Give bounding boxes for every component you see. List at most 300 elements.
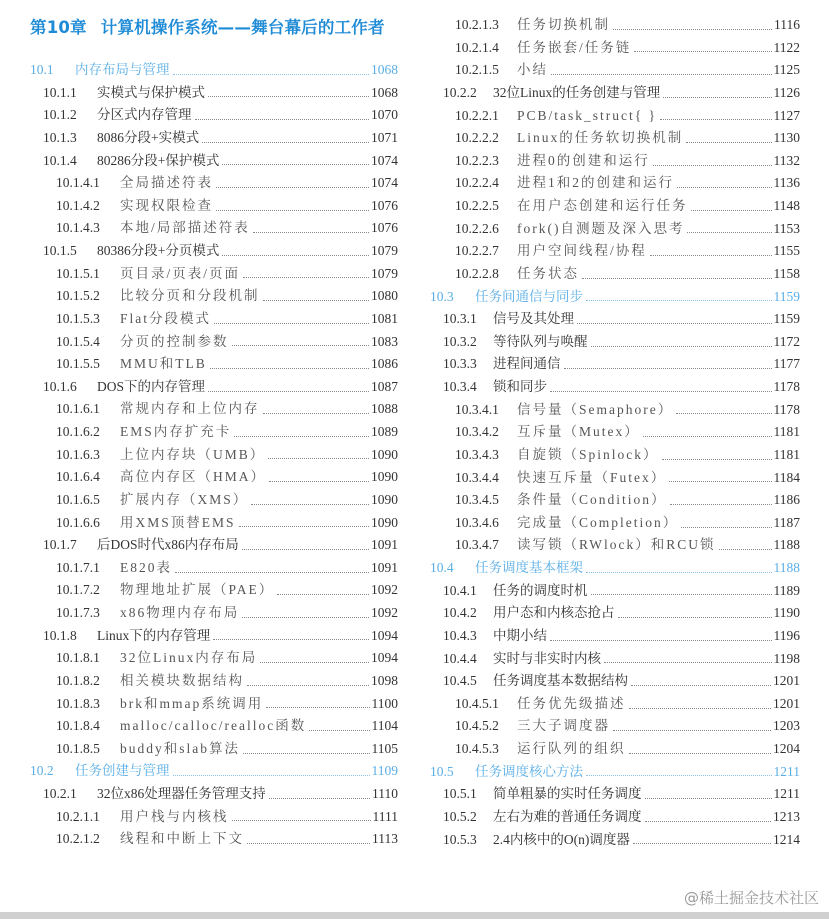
entry-number: 10.4.5 [443, 673, 477, 689]
toc-entry[interactable] [30, 512, 398, 535]
entry-number: 10.1.1 [43, 84, 77, 100]
entry-page: 1083 [371, 333, 398, 349]
toc-entry[interactable] [430, 693, 800, 716]
dot-leader [213, 639, 369, 640]
dot-leader [582, 278, 772, 279]
entry-title: 32位x86处理器任务管理支持 [97, 786, 266, 801]
toc-entry[interactable] [30, 806, 398, 829]
toc-entry[interactable] [30, 353, 398, 376]
toc-entry[interactable] [30, 376, 398, 399]
entry-page: 1214 [773, 831, 800, 847]
toc-entry[interactable] [430, 829, 800, 852]
toc-entry[interactable] [30, 444, 398, 467]
toc-entry[interactable] [30, 82, 398, 105]
toc-section-entry[interactable] [30, 59, 398, 82]
entry-title: 进程1和2的创建和运行 [517, 175, 674, 191]
toc-entry[interactable] [30, 647, 398, 670]
entry-page: 1126 [773, 84, 800, 100]
dot-leader [691, 210, 772, 211]
toc-entry[interactable] [30, 127, 398, 150]
entry-page: 1091 [371, 559, 398, 575]
dot-leader [604, 662, 772, 663]
entry-title: Linux下的内存管理 [97, 627, 211, 643]
bottom-bar [0, 912, 829, 919]
dot-leader [266, 707, 369, 708]
entry-title: 任务间通信与同步 [475, 288, 583, 304]
entry-title: 用户栈与内核栈 [120, 808, 229, 824]
dot-leader [239, 526, 369, 527]
dot-leader [210, 368, 369, 369]
entry-title: 信号及其处理 [493, 311, 574, 327]
entry-page: 1074 [371, 175, 398, 191]
entry-title: 高位内存区（HMA） [120, 469, 267, 485]
entry-page: 1172 [773, 333, 800, 349]
entry-title: 页目录/页表/页面 [120, 265, 241, 281]
entry-number: 10.1.4.3 [56, 220, 100, 236]
entry-title: MMU和TLB [120, 356, 207, 372]
dot-leader [550, 391, 772, 392]
entry-title: 任务调度基本框架 [475, 560, 583, 575]
entry-title: E820表 [120, 559, 172, 575]
entry-number: 10.1.8.4 [56, 718, 100, 734]
entry-number: 10.1.5.2 [56, 288, 100, 304]
dot-leader [564, 368, 772, 369]
entry-title: Linux的任务软切换机制 [517, 130, 684, 146]
entry-title: 分页的控制参数 [120, 333, 229, 349]
toc-entry[interactable] [430, 105, 800, 128]
toc-entry[interactable] [30, 670, 398, 693]
entry-title: 实时与非实时内核 [493, 650, 601, 666]
toc-entry[interactable] [430, 580, 800, 603]
entry-number: 10.3.4.1 [455, 401, 499, 417]
entry-number: 10.1.8.2 [56, 672, 100, 688]
toc-entry[interactable] [430, 715, 800, 738]
entry-number: 10.3.4.3 [455, 446, 499, 462]
entry-title: 扩展内存（XMS） [120, 491, 249, 507]
entry-page: 1186 [773, 492, 800, 508]
entry-number: 10.3.4 [443, 379, 477, 394]
entry-page: 1081 [371, 310, 398, 326]
dot-leader [551, 74, 772, 75]
toc-section-entry[interactable] [430, 557, 800, 580]
entry-page: 1068 [371, 84, 398, 100]
entry-number: 10.1 [30, 62, 54, 77]
entry-page: 1070 [371, 107, 398, 123]
entry-page: 1125 [773, 62, 800, 78]
entry-title: DOS下的内存管理 [97, 378, 206, 394]
entry-page: 1080 [371, 288, 398, 304]
toc-entry[interactable] [430, 240, 800, 263]
dot-leader [173, 74, 370, 75]
entry-number: 10.1.5.5 [56, 356, 100, 372]
dot-leader [618, 617, 772, 618]
entry-title: 2.4内核中的O(n)调度器 [493, 831, 630, 847]
toc-entry[interactable] [430, 670, 800, 693]
dot-leader [173, 775, 370, 776]
toc-entry[interactable] [430, 218, 800, 241]
entry-title: 锁和同步 [493, 379, 547, 394]
entry-number: 10.3.4.5 [455, 492, 499, 508]
dot-leader [208, 96, 369, 97]
entry-page: 1076 [371, 220, 398, 236]
toc-entry[interactable] [430, 59, 800, 82]
entry-number: 10.1.6.2 [56, 424, 100, 439]
entry-page: 1100 [371, 695, 398, 711]
toc-entry[interactable] [430, 195, 800, 218]
entry-number: 10.4 [430, 560, 454, 575]
entry-number: 10.3.4.7 [455, 537, 499, 553]
dot-leader [243, 753, 370, 754]
toc-entry[interactable] [430, 127, 800, 150]
entry-number: 10.2.1.1 [56, 808, 100, 824]
entry-title: 本地/局部描述符表 [120, 220, 250, 236]
toc-entry[interactable] [30, 150, 398, 173]
toc-section-entry[interactable] [430, 761, 800, 784]
dot-leader [251, 504, 369, 505]
toc-entry[interactable] [30, 625, 398, 648]
entry-page: 1188 [773, 537, 800, 553]
dot-leader [645, 821, 772, 822]
entry-page: 1104 [371, 718, 398, 734]
entry-page: 1127 [773, 107, 800, 123]
entry-page: 1148 [773, 198, 800, 213]
entry-page: 1079 [371, 243, 398, 258]
entry-number: 10.2.1.5 [455, 62, 499, 78]
entry-title: 80386分段+分页模式 [97, 243, 220, 258]
entry-title: EMS内存扩充卡 [120, 424, 232, 439]
dot-leader [268, 458, 369, 459]
entry-number: 10.1.7.3 [56, 605, 100, 620]
dot-leader [208, 391, 369, 392]
entry-title: buddy和slab算法 [120, 740, 240, 756]
dot-leader [653, 165, 772, 166]
toc-entry[interactable] [30, 172, 398, 195]
entry-title: 用户空间线程/协程 [517, 243, 647, 259]
dot-leader [309, 730, 369, 731]
entry-title: 自旋锁（Spinlock） [517, 446, 659, 462]
entry-number: 10.1.6.4 [56, 469, 100, 485]
entry-title: 用户态和内核态抢占 [493, 605, 615, 621]
entry-number: 10.2.1.3 [455, 17, 499, 32]
toc-entry[interactable] [430, 444, 800, 467]
entry-title: 常规内存和上位内存 [120, 401, 260, 417]
entry-number: 10.4.5.3 [455, 741, 499, 756]
toc-entry[interactable] [30, 602, 398, 625]
dot-leader [214, 323, 369, 324]
entry-number: 10.2.2.6 [455, 220, 499, 236]
dot-leader [586, 775, 772, 776]
entry-title: 互斥量（Mutex） [517, 424, 640, 440]
toc-entry[interactable] [430, 150, 800, 173]
toc-entry[interactable] [30, 715, 398, 738]
toc-entry[interactable] [430, 376, 800, 399]
toc-entry[interactable] [30, 421, 398, 444]
toc-entry[interactable] [430, 806, 800, 829]
dot-leader [677, 187, 772, 188]
dot-leader [662, 459, 772, 460]
entry-title: 内存布局与管理 [75, 62, 170, 77]
entry-page: 1110 [372, 786, 398, 801]
toc-entry[interactable] [30, 285, 398, 308]
entry-title: 任务优先级描述 [517, 695, 626, 711]
chapter-name: 计算机操作系统——舞台幕后的工作者 [100, 18, 385, 37]
dot-leader [586, 300, 772, 301]
entry-title: 任务嵌套/任务链 [517, 39, 632, 55]
entry-title: 分区式内存管理 [97, 107, 192, 123]
dot-leader [633, 843, 771, 844]
toc-entry[interactable] [30, 195, 398, 218]
entry-page: 1198 [773, 650, 800, 666]
entry-title: 简单粗暴的实时任务调度 [493, 786, 642, 802]
entry-page: 1113 [372, 831, 398, 847]
toc-entry[interactable] [430, 783, 800, 806]
dot-leader [175, 572, 369, 573]
toc-entry[interactable] [30, 104, 398, 127]
toc-section-entry[interactable] [430, 286, 800, 309]
entry-number: 10.1.7 [43, 537, 77, 553]
entry-page: 1091 [371, 537, 398, 553]
entry-page: 1178 [773, 379, 800, 394]
entry-title: 线程和中断上下文 [120, 831, 244, 847]
entry-page: 1158 [773, 265, 800, 281]
toc-entry[interactable] [430, 648, 800, 671]
dot-leader [202, 142, 369, 143]
toc-entry[interactable] [30, 217, 398, 240]
entry-number: 10.1.3 [43, 129, 77, 145]
entry-title: malloc/calloc/realloc函数 [120, 718, 307, 734]
entry-page: 1181 [773, 424, 800, 440]
dot-leader [643, 436, 772, 437]
toc-entry[interactable] [30, 828, 398, 851]
toc-entry[interactable] [30, 783, 398, 806]
entry-page: 1071 [371, 129, 398, 145]
toc-entry[interactable] [430, 534, 800, 557]
entry-title: 任务调度核心方法 [475, 763, 583, 779]
entry-number: 10.2.2 [443, 84, 477, 100]
entry-title: 任务调度基本数据结构 [493, 673, 628, 689]
dot-leader [247, 843, 370, 844]
toc-entry[interactable] [430, 37, 800, 60]
entry-page: 1090 [371, 491, 398, 507]
entry-page: 1074 [371, 152, 398, 168]
entry-title: 32位Linux内存布局 [120, 650, 258, 666]
entry-title: 实模式与保护模式 [97, 84, 205, 100]
entry-title: 进程间通信 [493, 356, 561, 372]
entry-title: 全局描述符表 [120, 175, 213, 191]
entry-title: 等待队列与唤醒 [493, 333, 588, 349]
entry-title: 完成量（Completion） [517, 514, 679, 530]
dot-leader [269, 798, 370, 799]
toc-entry[interactable] [30, 579, 398, 602]
dot-leader [676, 413, 771, 414]
dot-leader [670, 504, 772, 505]
entry-page: 1086 [371, 356, 398, 372]
entry-number: 10.5.1 [443, 786, 477, 802]
dot-leader [263, 413, 370, 414]
dot-leader [681, 527, 771, 528]
entry-number: 10.1.8.3 [56, 695, 100, 711]
toc-entry[interactable] [30, 693, 398, 716]
entry-number: 10.4.2 [443, 605, 477, 621]
entry-page: 1090 [371, 514, 398, 530]
entry-title: 信号量（Semaphore） [517, 401, 674, 417]
dot-leader [577, 323, 772, 324]
entry-title: brk和mmap系统调用 [120, 695, 264, 711]
dot-leader [234, 436, 369, 437]
toc-entry[interactable] [30, 308, 398, 331]
entry-number: 10.1.5.1 [56, 265, 100, 281]
dot-leader [669, 481, 771, 482]
entry-page: 1153 [773, 220, 800, 236]
toc-entry[interactable] [430, 14, 800, 37]
entry-page: 1089 [371, 424, 398, 439]
toc-entry[interactable] [430, 625, 800, 648]
entry-page: 1204 [773, 741, 800, 756]
entry-number: 10.1.6.1 [56, 401, 100, 417]
entry-title: 在用户态创建和运行任务 [517, 198, 688, 213]
dot-leader [591, 346, 772, 347]
toc-entry[interactable] [430, 399, 800, 422]
entry-title: 实现权限检查 [120, 197, 213, 213]
entry-title: 物理地址扩展（PAE） [120, 582, 275, 598]
dot-leader [232, 820, 371, 821]
entry-page: 1088 [371, 401, 398, 417]
dot-leader [645, 798, 772, 799]
entry-number: 10.2.1.4 [455, 39, 499, 55]
entry-number: 10.1.8 [43, 627, 77, 643]
dot-leader [550, 640, 772, 641]
entry-number: 10.2.2.2 [455, 130, 499, 146]
entry-page: 1122 [773, 39, 800, 55]
entry-title: PCB/task_struct{ } [517, 107, 658, 123]
toc-entry[interactable] [430, 82, 800, 105]
entry-page: 1184 [773, 469, 800, 485]
dot-leader [629, 708, 772, 709]
entry-page: 1090 [371, 469, 398, 485]
entry-title: 后DOS时代x86内存布局 [97, 537, 239, 553]
entry-number: 10.1.7.2 [56, 582, 100, 598]
entry-title: 快速互斥量（Futex） [517, 469, 667, 485]
toc-entry[interactable] [430, 467, 800, 490]
toc-entry[interactable] [430, 308, 800, 331]
entry-page: 1211 [773, 763, 800, 779]
toc-entry[interactable] [30, 263, 398, 286]
entry-number: 10.3.1 [443, 311, 477, 327]
dot-leader [247, 685, 369, 686]
entry-title: 任务的调度时机 [493, 582, 588, 598]
entry-number: 10.3.4.2 [455, 424, 499, 440]
entry-page: 1094 [371, 627, 398, 643]
toc-entry[interactable] [430, 738, 800, 761]
toc-entry[interactable] [430, 421, 800, 444]
toc-entry[interactable] [30, 534, 398, 557]
entry-title: 上位内存块（UMB） [120, 446, 266, 462]
entry-title: 中期小结 [493, 627, 547, 643]
entry-number: 10.1.5.4 [56, 333, 100, 349]
dot-leader [629, 753, 772, 754]
entry-number: 10.2.2.5 [455, 198, 499, 213]
dot-leader [687, 232, 771, 233]
toc-entry[interactable] [430, 512, 800, 535]
entry-page: 1076 [371, 197, 398, 213]
entry-number: 10.2.2.1 [455, 107, 499, 123]
entry-page: 1087 [371, 378, 398, 394]
entry-page: 1090 [371, 446, 398, 462]
entry-number: 10.4.3 [443, 627, 477, 643]
entry-page: 1159 [773, 288, 800, 304]
dot-leader [634, 51, 771, 52]
chapter-number: 第10章 [30, 18, 87, 37]
toc-left-column [30, 59, 398, 851]
dot-leader [260, 662, 369, 663]
entry-page: 1196 [773, 627, 800, 643]
entry-title: 用XMS顶替EMS [120, 514, 236, 530]
entry-number: 10.4.1 [443, 582, 477, 598]
entry-page: 1136 [773, 175, 800, 191]
entry-number: 10.2.1 [43, 786, 77, 801]
toc-entry[interactable] [430, 353, 800, 376]
entry-number: 10.3.4.4 [455, 469, 499, 485]
toc-entry[interactable] [30, 557, 398, 580]
entry-number: 10.5 [430, 763, 454, 779]
toc-section-entry[interactable] [30, 760, 398, 783]
dot-leader [216, 210, 369, 211]
entry-page: 1188 [773, 560, 800, 575]
dot-leader [195, 119, 370, 120]
entry-title: 80286分段+保护模式 [97, 152, 220, 168]
entry-number: 10.1.4 [43, 152, 77, 168]
entry-page: 1203 [773, 718, 800, 734]
entry-title: 进程0的创建和运行 [517, 152, 650, 168]
entry-number: 10.1.2 [43, 107, 77, 123]
dot-leader [222, 255, 369, 256]
dot-leader [253, 232, 369, 233]
entry-number: 10.3.3 [443, 356, 477, 372]
toc-entry[interactable] [430, 172, 800, 195]
entry-page: 1211 [773, 786, 800, 802]
entry-number: 10.1.4.2 [56, 197, 100, 213]
toc-entry[interactable] [30, 466, 398, 489]
entry-number: 10.5.3 [443, 831, 477, 847]
toc-entry[interactable] [430, 489, 800, 512]
toc-entry[interactable] [30, 398, 398, 421]
toc-entry[interactable] [30, 489, 398, 512]
entry-page: 1094 [371, 650, 398, 666]
entry-page: 1068 [371, 62, 398, 77]
toc-entry[interactable] [30, 331, 398, 354]
entry-page: 1116 [774, 17, 800, 32]
dot-leader [243, 277, 369, 278]
toc-entry[interactable] [30, 240, 398, 263]
toc-entry[interactable] [430, 263, 800, 286]
dot-leader [613, 29, 772, 30]
entry-page: 1187 [773, 514, 800, 530]
entry-page: 1213 [773, 808, 800, 824]
chapter-title [30, 14, 385, 38]
dot-leader [650, 255, 772, 256]
toc-entry[interactable] [430, 602, 800, 625]
entry-number: 10.1.6 [43, 378, 77, 394]
entry-title: 任务状态 [517, 265, 579, 281]
entry-page: 1092 [371, 582, 398, 598]
entry-title: 条件量（Condition） [517, 492, 667, 508]
entry-page: 1155 [773, 243, 800, 259]
toc-entry[interactable] [30, 738, 398, 761]
entry-page: 1109 [371, 763, 398, 779]
toc-entry[interactable] [430, 331, 800, 354]
dot-leader [232, 345, 370, 346]
dot-leader [719, 549, 772, 550]
